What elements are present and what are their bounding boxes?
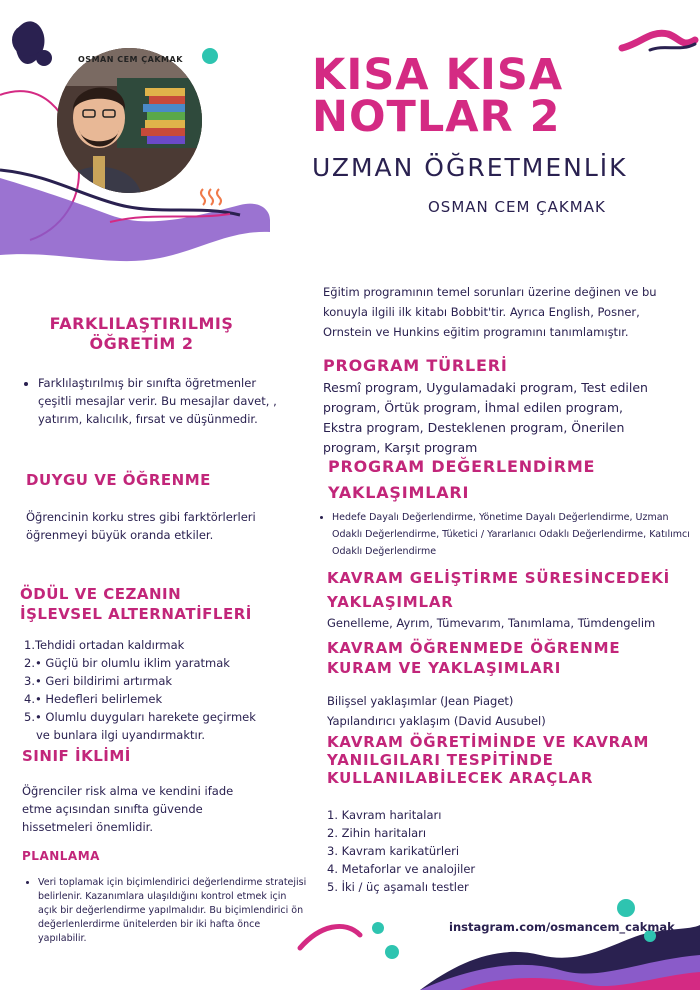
list-item: 4.• Hedefleri belirlemek	[24, 692, 163, 706]
concept-dev-title	[327, 566, 670, 614]
diff-bullet: • Farklılaştırılmış bir sınıfta öğretmenler çeşitli mesajlar verir. Bu mesajlar davet, , yatırım, kalıcılık, fırsat ve düşünmedir.	[38, 374, 286, 428]
emotion-title: DUYGU VE ÖĞRENME	[26, 471, 211, 489]
page-title-line1: KISA KISA	[312, 50, 564, 100]
avatar-caption: OSMAN CEM ÇAKMAK	[78, 55, 183, 64]
concept-learn-line2: Yapılandırıcı yaklaşım (David Ausubel)	[327, 714, 546, 728]
diff-title	[0, 314, 283, 354]
reward-title	[20, 584, 252, 624]
list-item: 2. Zihin haritaları	[327, 826, 427, 840]
author-name: OSMAN CEM ÇAKMAK	[428, 198, 606, 216]
eval-bullet: • Hedefe Dayalı Değerlendirme, Yönetime Dayalı Değerlendirme, Uzman Odaklı Değerlendirme, Tüketici / Yararlanıcı Odaklı Değerlendirme, Katılımcı Odaklı Değerlendirme	[332, 509, 690, 560]
tools-title-line2: YANILGILARI TESPİTİNDE	[327, 751, 554, 769]
emotion-text: Öğrencinin korku stres gibi farktörlerleri öğrenmeyi büyük oranda etkiler.	[26, 510, 256, 542]
page-subtitle: UZMAN ÖĞRETMENLİK	[312, 153, 628, 182]
climate-text: Öğrenciler risk alma ve kendini ifade etme açısından sınıfta güvende hissetmeleri önemlidir.	[22, 784, 234, 834]
eval-list	[316, 509, 690, 560]
list-item: 3.• Geri bildirimi artırmak	[24, 674, 173, 688]
planning-bullet: • Veri toplamak için biçimlendirici değerlendirme stratejisi belirlenir. Kazanımlara ulaşıldığını kontrol etmek için açık bir değerlendirme yapılmalıdır. Bu biçimlendirici ön değerlenlerdirme ünitelerden bir iki hafta önce yapılabilir.	[38, 876, 308, 946]
instagram-link[interactable]: instagram.com/osmancem_cakmak	[449, 920, 675, 934]
avatar	[57, 48, 202, 193]
eval-title-line2: YAKLAŞIMLARI	[328, 483, 470, 502]
climate-title: SINIF İKLİMİ	[22, 747, 131, 765]
reward-list	[24, 636, 274, 744]
eval-title	[328, 454, 595, 506]
list-item: 3. Kavram karikatürleri	[327, 844, 460, 858]
diff-list	[22, 374, 286, 428]
list-item: 2.• Güçlü bir olumlu iklim yaratmak	[24, 656, 230, 670]
tools-list	[327, 806, 475, 896]
list-item: 1.Tehdidi ortadan kaldırmak	[24, 638, 185, 652]
diff-title-line1: FARKLILAŞTIRILMIŞ	[49, 314, 234, 333]
concept-dev-title-line2: YAKLAŞIMLAR	[327, 593, 454, 611]
list-item: 1. Kavram haritaları	[327, 808, 442, 822]
planning-list	[22, 876, 308, 946]
concept-learn-title	[327, 638, 620, 678]
concept-learn-title-line2: KURAM VE YAKLAŞIMLARI	[327, 659, 562, 677]
concept-dev-text: Genelleme, Ayrım, Tümevarım, Tanımlama, Tümdengelim	[327, 616, 656, 630]
page-title-line2: NOTLAR 2	[312, 92, 561, 142]
types-title: PROGRAM TÜRLERİ	[323, 356, 508, 375]
planning-title: PLANLAMA	[22, 849, 100, 863]
list-item: 5.• Olumlu duyguları harekete geçirmek	[24, 710, 256, 724]
tools-title	[327, 733, 649, 787]
list-item: ve bunlara ilgi uyandırmaktır.	[36, 728, 206, 742]
concept-learn-line1: Bilişsel yaklaşımlar (Jean Piaget)	[327, 694, 514, 708]
diff-title-line2: ÖĞRETİM 2	[89, 334, 194, 353]
concept-learn-title-line1: KAVRAM ÖĞRENMEDE ÖĞRENME	[327, 639, 621, 657]
list-item: 5. İki / üç aşamalı testler	[327, 880, 469, 894]
reward-title-line2: İŞLEVSEL ALTERNATİFLERİ	[20, 605, 252, 623]
list-item: 4. Metaforlar ve analojiler	[327, 862, 476, 876]
types-text: Resmî program, Uygulamadaki program, Test edilen program, Örtük program, İhmal edilen program, Ekstra program, Desteklenen program, Önerilen program, Karşıt program	[323, 380, 648, 455]
tools-title-line1: KAVRAM ÖĞRETİMİNDE VE KAVRAM	[327, 733, 650, 751]
intro-text: Eğitim programının temel sorunları üzerine değinen ve bu konuyla ilgili ilk kitabı Bobbit'tir. Ayrıca English, Posner, Ornstein ve Hunkins eğitim programını tanımlamıştır.	[323, 285, 657, 339]
tools-title-line3: KULLANILABİLECEK ARAÇLAR	[327, 769, 594, 787]
reward-title-line1: ÖDÜL VE CEZANIN	[20, 585, 182, 603]
eval-title-line1: PROGRAM DEĞERLENDİRME	[328, 457, 596, 476]
concept-dev-title-line1: KAVRAM GELİŞTİRME SÜRESİNCEDEKİ	[327, 569, 671, 587]
